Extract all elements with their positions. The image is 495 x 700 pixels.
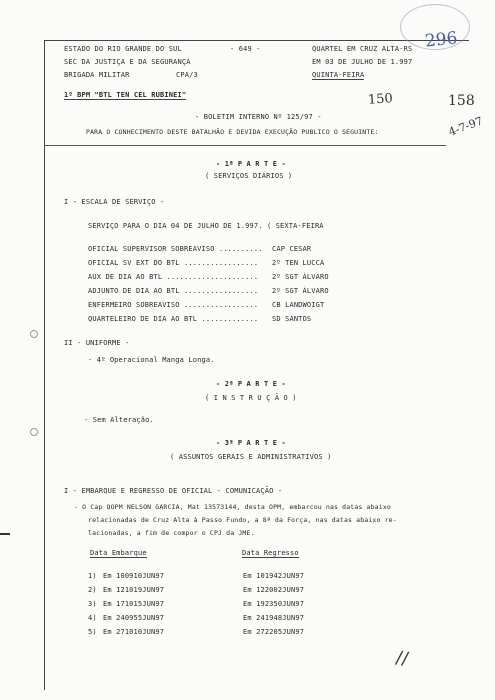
handwritten-date: 4-7-97 bbox=[446, 114, 485, 139]
row-number: 4) bbox=[88, 614, 97, 622]
header-cpa: CPA/3 bbox=[176, 71, 198, 79]
signature-mark: // bbox=[394, 647, 410, 670]
handwritten-158: 158 bbox=[448, 93, 475, 109]
duty-label: AUX DE DIA AO BTL ..................... bbox=[88, 273, 259, 281]
section-uniforme: II - UNIFORME - bbox=[64, 339, 130, 347]
duty-name: 2º SGT ÁLVARO bbox=[272, 273, 329, 281]
bulletin-intro: PARA O CONHECIMENTO DESTE BATALHÃO E DEVIDA EXECUÇÃO PUBLICO O SEGUINTE: bbox=[86, 128, 379, 136]
punch-hole-lower bbox=[30, 428, 38, 436]
header-weekday: QUINTA-FEIRA bbox=[312, 71, 365, 79]
edge-mark bbox=[0, 533, 10, 535]
header-state: ESTADO DO RIO GRANDE DO SUL bbox=[64, 45, 182, 53]
uniform-text: - 4º Operacional Manga Longa. bbox=[88, 356, 215, 364]
duty-label: OFICIAL SV EXT DO BTL ................. bbox=[88, 259, 259, 267]
duty-name: 2º TEN LUCCA bbox=[272, 259, 325, 267]
duty-label: ADJUNTO DE DIA AO BTL ................. bbox=[88, 287, 259, 295]
row-embarque: Em 240955JUN97 bbox=[103, 614, 165, 622]
section-escala: I - ESCALA DE SERVIÇO - bbox=[64, 198, 165, 206]
row-number: 3) bbox=[88, 600, 97, 608]
row-embarque: Em 171015JUN97 bbox=[103, 600, 165, 608]
row-number: 2) bbox=[88, 586, 97, 594]
row-regresso: Em 272205JUN97 bbox=[243, 628, 305, 636]
duty-name: CB LANDWOIGT bbox=[272, 301, 325, 309]
duty-name: 2º SGT ÁLVARO bbox=[272, 287, 329, 295]
row-embarque: Em 121019JUN97 bbox=[103, 586, 165, 594]
part3-subtitle: ( ASSUNTOS GERAIS E ADMINISTRATIVOS ) bbox=[170, 453, 332, 461]
margin-rule bbox=[44, 40, 45, 690]
duty-label: ENFERMEIRO SOBREAVISO ................. bbox=[88, 301, 259, 309]
part1-subtitle: ( SERVIÇOS DIÁRIOS ) bbox=[205, 172, 293, 180]
row-regresso: Em 101942JUN97 bbox=[243, 572, 305, 580]
duty-label: OFICIAL SUPERVISOR SOBREAVISO .......... bbox=[88, 245, 263, 253]
bulletin-title: - BOLETIM INTERNO Nº 125/97 - bbox=[195, 113, 322, 121]
part2-subtitle: ( I N S T R U Ç Ã O ) bbox=[205, 394, 297, 402]
row-regresso: Em 192350JUN97 bbox=[243, 600, 305, 608]
paragraph-line: relacionadas de Cruz Alta à Passo Fundo, a 8ª da Força, nas datas abaixo re- bbox=[88, 516, 397, 524]
part1-heading: - 1ª P A R T E - bbox=[216, 160, 286, 168]
part3-heading: - 3ª P A R T E - bbox=[216, 439, 286, 447]
col-regresso: Data Regresso bbox=[242, 549, 299, 557]
header-quarters: QUARTEL EM CRUZ ALTA-RS bbox=[312, 45, 413, 53]
header-secretariat: SEC DA JUSTIÇA E DA SEGURANÇA bbox=[64, 58, 191, 66]
handwritten-150: 150 bbox=[367, 91, 394, 108]
punch-hole-upper bbox=[30, 330, 38, 338]
header-unit: 1º BPM "BTL TEN CEL RUBINEI" bbox=[64, 91, 187, 99]
row-embarque: Em 100910JUN97 bbox=[103, 572, 165, 580]
row-embarque: Em 271010JUN97 bbox=[103, 628, 165, 636]
header-date: EM 03 DE JULHO DE 1.997 bbox=[312, 58, 413, 66]
part2-heading: - 2ª P A R T E - bbox=[216, 380, 286, 388]
divider bbox=[44, 145, 446, 146]
part2-text: - Sem Alteração. bbox=[84, 416, 154, 424]
duty-name: SD SANTOS bbox=[272, 315, 312, 323]
section-embarque: I - EMBARQUE E REGRESSO DE OFICIAL - COMUNICAÇÃO - bbox=[64, 487, 283, 495]
row-regresso: Em 122002JUN97 bbox=[243, 586, 305, 594]
stamp-number: 296 bbox=[424, 28, 459, 52]
paragraph-line: lacionadas, a fim de compor o CPJ da JME. bbox=[88, 529, 255, 537]
paragraph-line: - O Cap QOPM NELSON GARCIA, Mat 13573144, desta OPM, embarcou nas datas abaixo bbox=[74, 503, 391, 511]
header-number: - 649 - bbox=[230, 45, 261, 53]
header-brigade: BRIGADA MILITAR bbox=[64, 71, 130, 79]
row-regresso: Em 241948JUN97 bbox=[243, 614, 305, 622]
top-rule bbox=[44, 40, 469, 41]
service-day: SERVIÇO PARA O DIA 04 DE JULHO DE 1.997. ( SEXTA-FEIRA bbox=[88, 222, 324, 230]
col-embarque: Data Embarque bbox=[90, 549, 147, 557]
row-number: 5) bbox=[88, 628, 97, 636]
duty-name: CAP CESAR bbox=[272, 245, 312, 253]
duty-label: QUARTELEIRO DE DIA AO BTL ............. bbox=[88, 315, 259, 323]
row-number: 1) bbox=[88, 572, 97, 580]
